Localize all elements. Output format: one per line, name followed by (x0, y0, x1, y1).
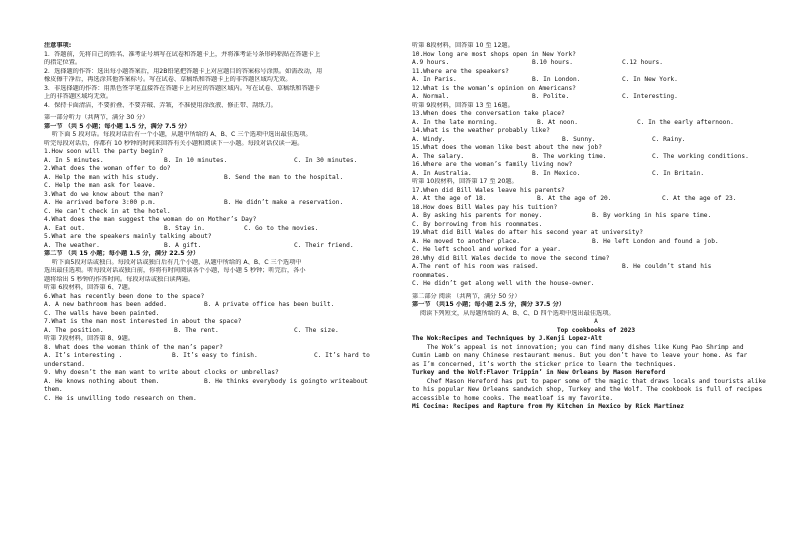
option-a: A. At the age of 18. (412, 195, 487, 202)
option-a: A.9 hours. (412, 59, 450, 66)
part2-title: 第二部分 阅读 （共两节，满分 50 分） (412, 292, 521, 300)
question-stem: 9. Why doesn’t the man want to write about clocks or umbrellas? (44, 369, 279, 376)
passage-text: The Wok’s appeal is not innovation; you can find many dishes like Kung Pao Shrimp and (412, 343, 744, 351)
question-stem: 14.What is the weather probably like? (412, 127, 550, 134)
question-options (412, 153, 780, 162)
question-stem: 15.What does the woman like best about the new job? (412, 144, 602, 151)
question-options (44, 157, 412, 166)
option-b: B. He thinks everybody is goingto writeabout (204, 377, 368, 385)
question-options (44, 378, 412, 387)
option-c: C. He is unwilling todo research on them. (44, 394, 197, 402)
option-a: A. Eat out. (44, 224, 85, 232)
question-options (44, 327, 412, 336)
section1-title: 第一节 （共 5 小题；每小题 1.5 分，满分 7.5 分） (44, 122, 191, 130)
option-c: C. The working conditions. (652, 152, 749, 160)
question-options (44, 352, 412, 361)
section2-title: 第二节 （共 15 小题；每小题 1.5 分，满分 22.5 分） (44, 250, 200, 257)
question-stem: 10.How long are most shops open in New York? (412, 50, 576, 58)
option-a: A. He moved to another place. (412, 237, 521, 245)
option-b: B. In Mexico. (532, 169, 581, 177)
option-b: B. Polite. (532, 93, 570, 100)
question-stem: 16.Where are the woman’s family living now? (412, 161, 573, 168)
question-stem: 2.What does the woman offer to do? (44, 165, 171, 172)
option-a: A. He arrived before 3:00 p.m. (44, 199, 156, 206)
passage-text: Cumin Lamb on many Chinese restaurant menus. But you don’t have to leave your home. As far (412, 352, 748, 359)
option-c: C. He left school and worked for a year. (412, 246, 562, 253)
option-a: A. Normal. (412, 93, 450, 100)
question-options (44, 174, 412, 183)
question-stem: 6.What has recently been done to the space? (44, 292, 205, 300)
question-stem: 12.What is the woman’s opinion on Americans? (412, 84, 576, 92)
option-b: B. Stay in. (164, 224, 205, 232)
notice-title: 注意事项: (44, 42, 72, 49)
question-options (412, 212, 780, 221)
passage-text: accessible to home cooks. The meatloaf is my favorite. (412, 394, 614, 402)
material-heading: 听第 10段材料，回答第 17 至 20题。 (412, 178, 518, 185)
question-options (412, 136, 780, 145)
option-b: B. In 10 minutes. (164, 156, 228, 164)
question-stem: 17.When did Bill Wales leave his parents? (412, 186, 565, 194)
option-b: B. By working in his spare time. (592, 212, 712, 219)
option-c: C. Rainy. (652, 135, 686, 143)
option-a: A.The rent of his room was raised. (412, 263, 539, 270)
question-options (412, 93, 780, 102)
question-stem: 20.Why did Bill Wales decide to move the second time? (412, 254, 610, 262)
option-b: B. He left London and found a job. (592, 237, 719, 245)
option-c: C. Go to the movies. (244, 224, 319, 232)
notice-line: 2．选择题的作答：选出每小题答案后，用2B铅笔把答题卡上对应题目的答案标号涂黑。如需改动，用 (44, 67, 323, 75)
right-column (412, 42, 780, 412)
question-options (44, 225, 412, 234)
material-heading: 听第 9段材料，回答第 13 至 16题。 (412, 101, 514, 109)
option-a: A. The weather. (44, 241, 100, 249)
question-stem: 4.What does the man suggest the woman do on Mother’s Day? (44, 216, 257, 223)
question-stem: 11.Where are the speakers? (412, 67, 509, 75)
section2-instructions: 听下面5段对话或独白。每段对话或独白后有几个小题，从题中所给的 A、B、C 三个选项中 (44, 258, 302, 266)
option-c: C.12 hours. (622, 59, 663, 66)
option-a: A. In the late morning. (412, 118, 498, 126)
option-a: A. It’s interesting . (44, 352, 123, 359)
option-c-continued: understand. (44, 360, 85, 368)
passage-title: Top cookbooks of 2023 (556, 326, 636, 334)
question-stem: 5.What are the speakers mainly talking about? (44, 233, 212, 240)
option-b-continued: them. (44, 386, 63, 393)
option-c: C. He didn’t get along well with the house-owner. (412, 280, 595, 287)
book-title: Turkey and the Wolf:Flavor Trippin’ in New Orleans by Mason Hereford (412, 369, 666, 376)
option-a: A. In Paris. (412, 76, 457, 83)
part2-section1-title: 第一节 （共15 小题；每小题 2.5 分，满分 37.5 分） (412, 301, 565, 308)
question-options (412, 170, 780, 179)
notice-line: 上的非答题区域均无效。 (44, 93, 113, 100)
section1-instructions: 听完每段对话后，你都有 10 秒钟的时间来回答有关小题和阅读下一小题。每段对话仅读一遍。 (44, 139, 304, 147)
part2-section1-instructions: 阅读下列短文，从每题所给的 A、B、C、D 四个选项中选出最佳选项。 (412, 309, 615, 317)
question-options (44, 301, 412, 310)
question-stem: 18.How does Bill Wales pay his tuition? (412, 203, 558, 211)
option-b: B. A gift. (164, 241, 202, 249)
option-a: A. Windy. (412, 135, 446, 143)
option-b: B. At the age of 20. (537, 195, 612, 202)
material-heading: 听第 8段材料，回答第 10 至 12题。 (412, 42, 514, 49)
question-options (44, 199, 412, 208)
notice-line: 橡皮擦干净后，再选涂其他答案标号。写在试卷、草稿纸和答题卡上的非答题区域均无效。 (44, 76, 292, 83)
option-c: C. The walls have been painted. (44, 309, 160, 317)
option-b: B. It’s easy to finish. (172, 352, 258, 359)
option-b: B. At noon. (537, 118, 578, 126)
passage-text: Chef Mason Hereford has put to paper some of the magic that draws locals and tourists alike (412, 377, 766, 385)
book-title: The Wok:Recipes and Techniques by J.Kenji Lopez-Alt (412, 335, 602, 342)
option-c: C. It’s hard to (314, 352, 370, 359)
section2-instructions: 选出最佳选项。听每段对话或独白前，你将有时间阅读各个小题，每小题 5 秒钟；听完后，各小 (44, 267, 306, 274)
option-b: B. He couldn’t stand his (622, 263, 712, 270)
notice-line: 的指定位置。 (44, 59, 82, 66)
notice-line: 3．非选择题的作答：用黑色签字笔直接答在答题卡上对应的答题区域内。写在试卷、草稿纸和答题卡 (44, 84, 321, 92)
option-c: C. In Britain. (652, 169, 705, 177)
option-b: B.10 hours. (532, 59, 573, 66)
option-a: A. The position. (44, 326, 104, 334)
material-heading: 听第 6段材料，回答第 6、7题。 (44, 284, 134, 291)
option-c: C. In 30 minutes. (294, 156, 358, 164)
option-c: C. In the early afternoon. (637, 118, 734, 126)
option-a: A. Help the man with his study. (44, 173, 160, 181)
option-c: C. Interesting. (622, 93, 678, 100)
option-b: B. In London. (532, 76, 581, 83)
option-b: B. Sunny. (562, 135, 596, 143)
option-c: C. He can’t check in at the hotel. (44, 207, 171, 215)
question-options (412, 263, 780, 272)
book-title: Mi Cocina: Recipes and Rapture from My Kitchen in Mexico by Rick Martinez (412, 403, 684, 410)
option-c: C. The size. (294, 326, 339, 334)
section1-instructions: 听下面 5 段对话。每段对话后有一个小题，从题中所给的 A、B、C 三个选项中选出最佳选项。 (44, 131, 312, 138)
question-stem: 7.What is the man most interested in about the space? (44, 318, 242, 325)
material-heading: 听第 7段材料，回答第 8、9题。 (44, 335, 134, 342)
option-b: B. Send the man to the hospital. (224, 173, 344, 181)
option-a: A. The salary. (412, 152, 465, 160)
section2-instructions: 题将给出 5 秒钟的作答时间。每段对话或独白读两遍。 (44, 275, 195, 283)
option-c: C. Their friend. (294, 241, 354, 249)
passage-letter: A (594, 318, 598, 325)
question-stem: 3.What do we know about the man? (44, 190, 164, 198)
option-a: A. In Australia. (412, 169, 472, 177)
notice-line: 4．保持卡面清洁，不要折叠、不要弄破、弄皱，不准使用涂改液、修正带、刮纸刀。 (44, 101, 277, 109)
option-b: B. A private office has been built. (204, 301, 335, 308)
option-b-continued: roommates. (412, 271, 450, 279)
left-column (44, 42, 412, 403)
question-stem: 13.When does the conversation take place? (412, 110, 565, 117)
option-c: C. At the age of 23. (662, 195, 737, 202)
option-a: A. He knows nothing about them. (44, 377, 160, 385)
option-a: A. In 5 minutes. (44, 156, 104, 164)
question-stem: 19.What did Bill Wales do after his second year at university? (412, 229, 643, 236)
notice-line: 1．答题前，先将自己的姓名、准考证号填写在试卷和答题卡上，并将准考证号条形码粘贴在答题卡上 (44, 50, 321, 58)
part1-title: 第一部分听力（共两节，满分 30 分） (44, 114, 149, 121)
question-options (412, 119, 780, 128)
option-b: B. He didn’t make a reservation. (224, 199, 344, 206)
passage-text: to his popular New Orleans sandwich shop, Turkey and the Wolf. The cookbook is full of recipes (412, 386, 763, 393)
option-c: C. In New York. (622, 76, 678, 83)
option-b: B. The working time. (532, 152, 607, 160)
question-options (412, 195, 780, 204)
option-c: C. Help the man ask for leave. (44, 182, 156, 189)
question-options (44, 242, 412, 251)
question-stem: 1.How soon will the party begin? (44, 148, 164, 155)
option-a: A. By asking his parents for money. (412, 212, 543, 219)
option-a: A. A new bathroom has been added. (44, 301, 167, 308)
question-stem: 8. What does the woman think of the man’s paper? (44, 343, 223, 351)
question-options (412, 59, 780, 68)
passage-text: as I’m concerned, it’s worth the sticker price to learn the techniques. (412, 360, 677, 368)
option-c: C. By borrowing from his roommates. (412, 220, 543, 228)
option-b: B. The rent. (174, 326, 219, 334)
question-options (412, 238, 780, 247)
question-options (412, 76, 780, 85)
